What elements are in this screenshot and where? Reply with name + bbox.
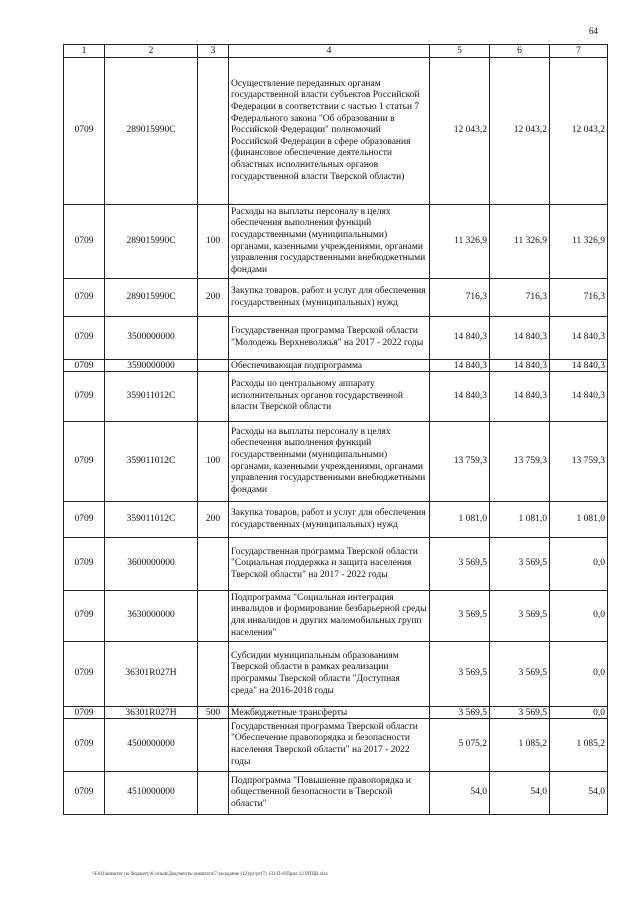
table-row — [64, 591, 608, 642]
description-cell: Государственная программа Тверской области "Обеспечение правопорядка и безопасности населения Тверской области" на 2017 - 2022 годы — [229, 719, 430, 772]
code-cell: 3500000000 — [105, 317, 198, 360]
section-cell: 0709 — [64, 317, 105, 360]
type-cell: 500 — [198, 707, 229, 719]
value-col7: 14 840,3 — [550, 360, 608, 372]
code-cell: 359011012С — [105, 422, 198, 502]
table-row — [64, 317, 608, 360]
page-number: 64 — [589, 26, 598, 36]
description-cell: Закупка товаров, работ и услуг для обеспечения государственных (муниципальных) нужд — [229, 502, 430, 538]
value-col6: 14 840,3 — [490, 360, 550, 372]
value-col5: 13 759,3 — [430, 422, 490, 502]
description-cell: Государственная программа Тверской области "Молодежь Верхневолжья" на 2017 - 2022 годы — [229, 317, 430, 360]
value-col5: 716,3 — [430, 279, 490, 317]
value-col6: 716,3 — [490, 279, 550, 317]
code-cell: 289015990С — [105, 279, 198, 317]
table-row — [64, 502, 608, 538]
code-cell: 4510000000 — [105, 772, 198, 815]
value-col7: 1 085,2 — [550, 719, 608, 772]
section-cell: 0709 — [64, 502, 105, 538]
value-col6: 3 569,5 — [490, 538, 550, 591]
value-col5: 11 326,9 — [430, 205, 490, 279]
code-cell: 359011012С — [105, 372, 198, 422]
value-col7: 14 840,3 — [550, 372, 608, 422]
type-cell: 200 — [198, 502, 229, 538]
value-col7: 0,0 — [550, 707, 608, 719]
table-row — [64, 205, 608, 279]
section-cell: 0709 — [64, 642, 105, 707]
value-col7: 12 043,2 — [550, 58, 608, 205]
section-cell: 0709 — [64, 58, 105, 205]
code-cell: 4500000000 — [105, 719, 198, 772]
code-cell: 289015990С — [105, 58, 198, 205]
description-cell: Обеспечивающая подпрограмма — [229, 360, 430, 372]
value-col7: 13 759,3 — [550, 422, 608, 502]
description-cell: Межбюджетные трансферты — [229, 707, 430, 719]
section-cell: 0709 — [64, 205, 105, 279]
type-cell — [198, 58, 229, 205]
value-col5: 5 075,2 — [430, 719, 490, 772]
code-cell: 289015990С — [105, 205, 198, 279]
section-cell: 0709 — [64, 591, 105, 642]
value-col5: 12 043,2 — [430, 58, 490, 205]
value-col5: 3 569,5 — [430, 538, 490, 591]
value-col7: 0,0 — [550, 538, 608, 591]
type-cell — [198, 372, 229, 422]
value-col6: 12 043,2 — [490, 58, 550, 205]
table-row — [64, 58, 608, 205]
value-col5: 3 569,5 — [430, 642, 490, 707]
column-header: 2 — [105, 45, 198, 58]
value-col5: 1 081,0 — [430, 502, 490, 538]
code-cell: 3600000000 — [105, 538, 198, 591]
value-col6: 14 840,3 — [490, 317, 550, 360]
value-col5: 3 569,5 — [430, 591, 490, 642]
description-cell: Подпрограмма "Социальная интеграция инвалидов и формирование безбарьерной среды для инвалидов и других маломобильных групп населения" — [229, 591, 430, 642]
description-cell: Подпрограмма "Повышение правопорядка и общественной безопасности в Тверской области" — [229, 772, 430, 815]
section-cell: 0709 — [64, 707, 105, 719]
table-row — [64, 707, 608, 719]
column-header: 4 — [229, 45, 430, 58]
type-cell — [198, 772, 229, 815]
file-path-footer: \\Fs01\комитет по бюджету\6 созыв\Документы комитета\7 заседание (12)\рг\рт(7) 132-П-6\Прил 12 РПЦВ.xlsx — [92, 872, 328, 877]
table-row — [64, 372, 608, 422]
description-cell: Расходы по центральному аппарату исполнительных органов государственной власти Тверской области — [229, 372, 430, 422]
value-col7: 0,0 — [550, 642, 608, 707]
value-col6: 54,0 — [490, 772, 550, 815]
table-row — [64, 422, 608, 502]
description-cell: Расходы на выплаты персоналу в целях обеспечения выполнения функций государственными (муниципальными) органами, казенными учреждениями, органами управления государственными внебюджетными фондами — [229, 422, 430, 502]
value-col6: 3 569,5 — [490, 591, 550, 642]
section-cell: 0709 — [64, 372, 105, 422]
code-cell: 3630000000 — [105, 591, 198, 642]
budget-table — [63, 44, 608, 815]
type-cell — [198, 360, 229, 372]
section-cell: 0709 — [64, 422, 105, 502]
type-cell: 200 — [198, 279, 229, 317]
value-col6: 1 081,0 — [490, 502, 550, 538]
value-col7: 11 326,9 — [550, 205, 608, 279]
value-col6: 13 759,3 — [490, 422, 550, 502]
section-cell: 0709 — [64, 772, 105, 815]
column-header: 5 — [430, 45, 490, 58]
code-cell: 36301R027H — [105, 642, 198, 707]
value-col7: 14 840,3 — [550, 317, 608, 360]
code-cell: 3590000000 — [105, 360, 198, 372]
table-row — [64, 719, 608, 772]
column-header: 7 — [550, 45, 608, 58]
table-row — [64, 360, 608, 372]
column-header: 3 — [198, 45, 229, 58]
column-header: 6 — [490, 45, 550, 58]
type-cell — [198, 317, 229, 360]
type-cell: 100 — [198, 205, 229, 279]
value-col6: 11 326,9 — [490, 205, 550, 279]
value-col6: 14 840,3 — [490, 372, 550, 422]
type-cell — [198, 642, 229, 707]
table-row — [64, 772, 608, 815]
value-col5: 14 840,3 — [430, 360, 490, 372]
section-cell: 0709 — [64, 279, 105, 317]
type-cell — [198, 538, 229, 591]
description-cell: Государственная программа Тверской области "Социальная поддержка и защита населения Тверской области" на 2017 - 2022 годы — [229, 538, 430, 591]
type-cell: 100 — [198, 422, 229, 502]
type-cell — [198, 719, 229, 772]
type-cell — [198, 591, 229, 642]
value-col6: 3 569,5 — [490, 642, 550, 707]
code-cell: 359011012С — [105, 502, 198, 538]
description-cell: Закупка товаров, работ и услуг для обеспечения государственных (муниципальных) нужд — [229, 279, 430, 317]
description-cell: Субсидии муниципальным образованиям Тверской области в рамках реализации программы Тверской области "Доступная среда" на 2016-2018 годы — [229, 642, 430, 707]
value-col6: 1 085,2 — [490, 719, 550, 772]
table-row — [64, 642, 608, 707]
value-col7: 0,0 — [550, 591, 608, 642]
code-cell: 36301R027H — [105, 707, 198, 719]
value-col6: 3 569,5 — [490, 707, 550, 719]
section-cell: 0709 — [64, 719, 105, 772]
value-col5: 54,0 — [430, 772, 490, 815]
value-col7: 54,0 — [550, 772, 608, 815]
value-col5: 14 840,3 — [430, 372, 490, 422]
value-col5: 14 840,3 — [430, 317, 490, 360]
section-cell: 0709 — [64, 360, 105, 372]
section-cell: 0709 — [64, 538, 105, 591]
description-cell: Осуществление переданных органам государственной власти субъектов Российской Федерации в соответствии с частью 1 статьи 7 Федерального закона "Об образовании в Российской Федерации" полномочий Российской Федерации в сфере образования (финансовое обеспечение деятельности областных исполнительных органов государственной власти Тверской области) — [229, 58, 430, 205]
column-header: 1 — [64, 45, 105, 58]
value-col7: 716,3 — [550, 279, 608, 317]
description-cell: Расходы на выплаты персоналу в целях обеспечения выполнения функций государственными (муниципальными) органами, казенными учреждениями, органами управления государственными внебюджетными фондами — [229, 205, 430, 279]
table-row — [64, 279, 608, 317]
table-row — [64, 538, 608, 591]
header-row — [64, 45, 608, 58]
value-col7: 1 081,0 — [550, 502, 608, 538]
value-col5: 3 569,5 — [430, 707, 490, 719]
